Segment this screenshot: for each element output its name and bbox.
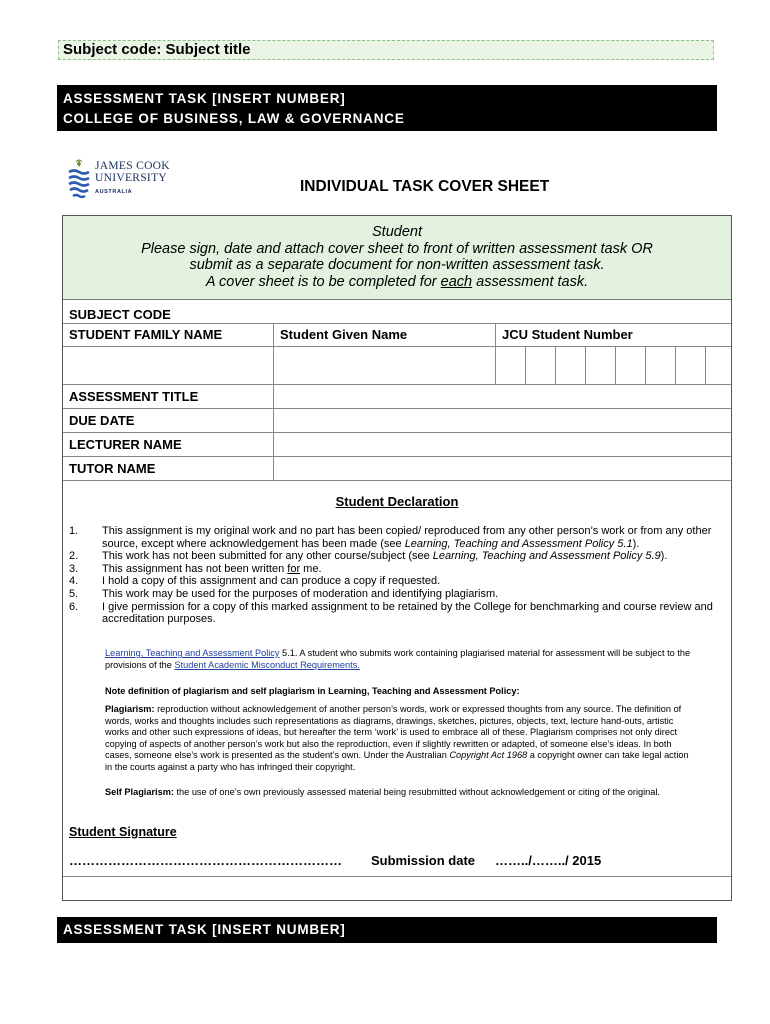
tutor-name-row	[63, 457, 731, 481]
family-name-label: STUDENT FAMILY NAME	[63, 324, 274, 346]
lecturer-name-row	[63, 433, 731, 457]
page-title: INDIVIDUAL TASK COVER SHEET	[300, 178, 550, 195]
declaration-title: Student Declaration	[335, 494, 459, 509]
name-input-row	[63, 347, 731, 385]
name-header-row	[63, 323, 731, 347]
instructions-box	[63, 216, 731, 300]
footer-banner: ASSESSMENT TASK [INSERT NUMBER]	[57, 917, 717, 943]
misconduct-link[interactable]: Student Academic Misconduct Requirements.	[174, 659, 360, 670]
student-number-digit[interactable]	[646, 347, 676, 384]
instructions-line-1: Student	[372, 224, 422, 240]
declaration-list	[69, 525, 719, 626]
university-crest-icon	[67, 158, 91, 202]
student-number-field[interactable]	[496, 347, 731, 384]
declaration-item: 3. This assignment has not been written for me.	[69, 562, 322, 575]
logo-text-james-cook: JAMES COOK	[95, 160, 170, 172]
declaration-item: 4. I hold a copy of this assignment and can produce a copy if requested.	[69, 575, 441, 588]
banner-college: COLLEGE OF BUSINESS, LAW & GOVERNANCE	[63, 111, 405, 126]
policy-link[interactable]: Learning, Teaching and Assessment Policy	[105, 648, 280, 658]
assessment-title-row	[63, 385, 731, 409]
declaration-item: 5. This work may be used for the purposes of moderation and identifying plagiarism.	[69, 587, 499, 600]
logo-text-university: UNIVERSITY	[95, 172, 167, 184]
instructions-line-3: submit as a separate document for non-written assessment task.	[189, 257, 605, 273]
instructions-line-4: A cover sheet is to be completed for each assessment task.	[205, 273, 589, 290]
logo-text-australia: AUSTRALIA	[95, 189, 133, 195]
university-logo	[67, 158, 182, 208]
policy-reference: Learning, Teaching and Assessment Policy 5.1. A student who submits work containing plagiarised material for assessment will be subject to the provisions of the Student Academic Misconduct Requirements.	[105, 648, 691, 670]
signature-field[interactable]: ………………………………………………………	[69, 853, 342, 868]
header-banner	[57, 85, 717, 131]
plagiarism-definition: Plagiarism: reproduction without acknowledgement of another person’s words, work or expressed thoughts from any source. The definition of words, works and thoughts includes such representations as diagrams, drawings, sketches, pictures, objects, text, lecture hand-outs, artistic works and other such expressions of ideas, but hereafter the term ‘work’ is used to embrace all of these. Plagiarism comprises not only direct copying of aspects of another person’s work but also the reproduction, even if slightly rewritten or adapted, of someone else’s ideas. In both cases, someone else’s work is presented as the student’s own. Under the Australian Copyright Act 1968 a copyright owner can take legal action in the courts against a party who has infringed their copyright.	[105, 704, 689, 772]
submission-date-label: Submission date	[371, 853, 476, 868]
student-number-digit[interactable]	[616, 347, 646, 384]
submission-date-field[interactable]: ……../……../ 2015	[495, 853, 602, 868]
lecturer-name-field[interactable]	[274, 433, 731, 456]
cover-sheet-form	[62, 215, 732, 901]
due-date-row	[63, 409, 731, 433]
student-number-digit[interactable]	[676, 347, 706, 384]
given-name-field[interactable]	[274, 347, 496, 384]
due-date-label: DUE DATE	[63, 409, 274, 432]
given-name-label: Student Given Name	[274, 324, 496, 346]
instructions-line-2: Please sign, date and attach cover sheet to front of written assessment task OR	[141, 240, 653, 257]
subject-code-label: SUBJECT CODE	[69, 307, 171, 322]
jcu-number-label: JCU Student Number	[502, 327, 633, 342]
tutor-name-field[interactable]	[274, 457, 731, 480]
plagiarism-note-heading: Note definition of plagiarism and self plagiarism in Learning, Teaching and Assessment Policy:	[105, 686, 520, 696]
student-number-digit[interactable]	[556, 347, 586, 384]
self-plagiarism-definition: Self Plagiarism: the use of one’s own previously assessed material being resubmitted without acknowledgement or citing of the original.	[105, 787, 660, 797]
form-divider	[63, 876, 731, 877]
family-name-field[interactable]	[63, 347, 274, 384]
lecturer-name-label: LECTURER NAME	[63, 433, 274, 456]
declaration-item: 6. I give permission for a copy of this marked assignment to be retained by the College for benchmarking and course review and accreditation purposes.	[69, 600, 713, 626]
assessment-title-label: ASSESSMENT TITLE	[63, 385, 274, 408]
assessment-title-field[interactable]	[274, 385, 731, 408]
student-number-digit[interactable]	[496, 347, 526, 384]
student-number-digit[interactable]	[586, 347, 616, 384]
tutor-name-label: TUTOR NAME	[63, 457, 274, 480]
subject-line[interactable]: Subject code: Subject title	[58, 40, 714, 60]
subject-code-row	[63, 300, 731, 323]
due-date-field[interactable]	[274, 409, 731, 432]
declaration-item: 2. This work has not been submitted for any other course/subject (see Learning, Teaching and Assessment Policy 5.9).	[69, 550, 668, 563]
student-number-digit[interactable]	[526, 347, 556, 384]
declaration-item: 1. This assignment is my original work and no part has been copied/ reproduced from any other person’s work or from any other source, except where acknowledgement has been made (see Learning, Teaching and Assessment Policy 5.1).	[69, 525, 712, 550]
signature-label: Student Signature	[69, 825, 177, 839]
banner-task-title: ASSESSMENT TASK [INSERT NUMBER]	[63, 91, 346, 106]
